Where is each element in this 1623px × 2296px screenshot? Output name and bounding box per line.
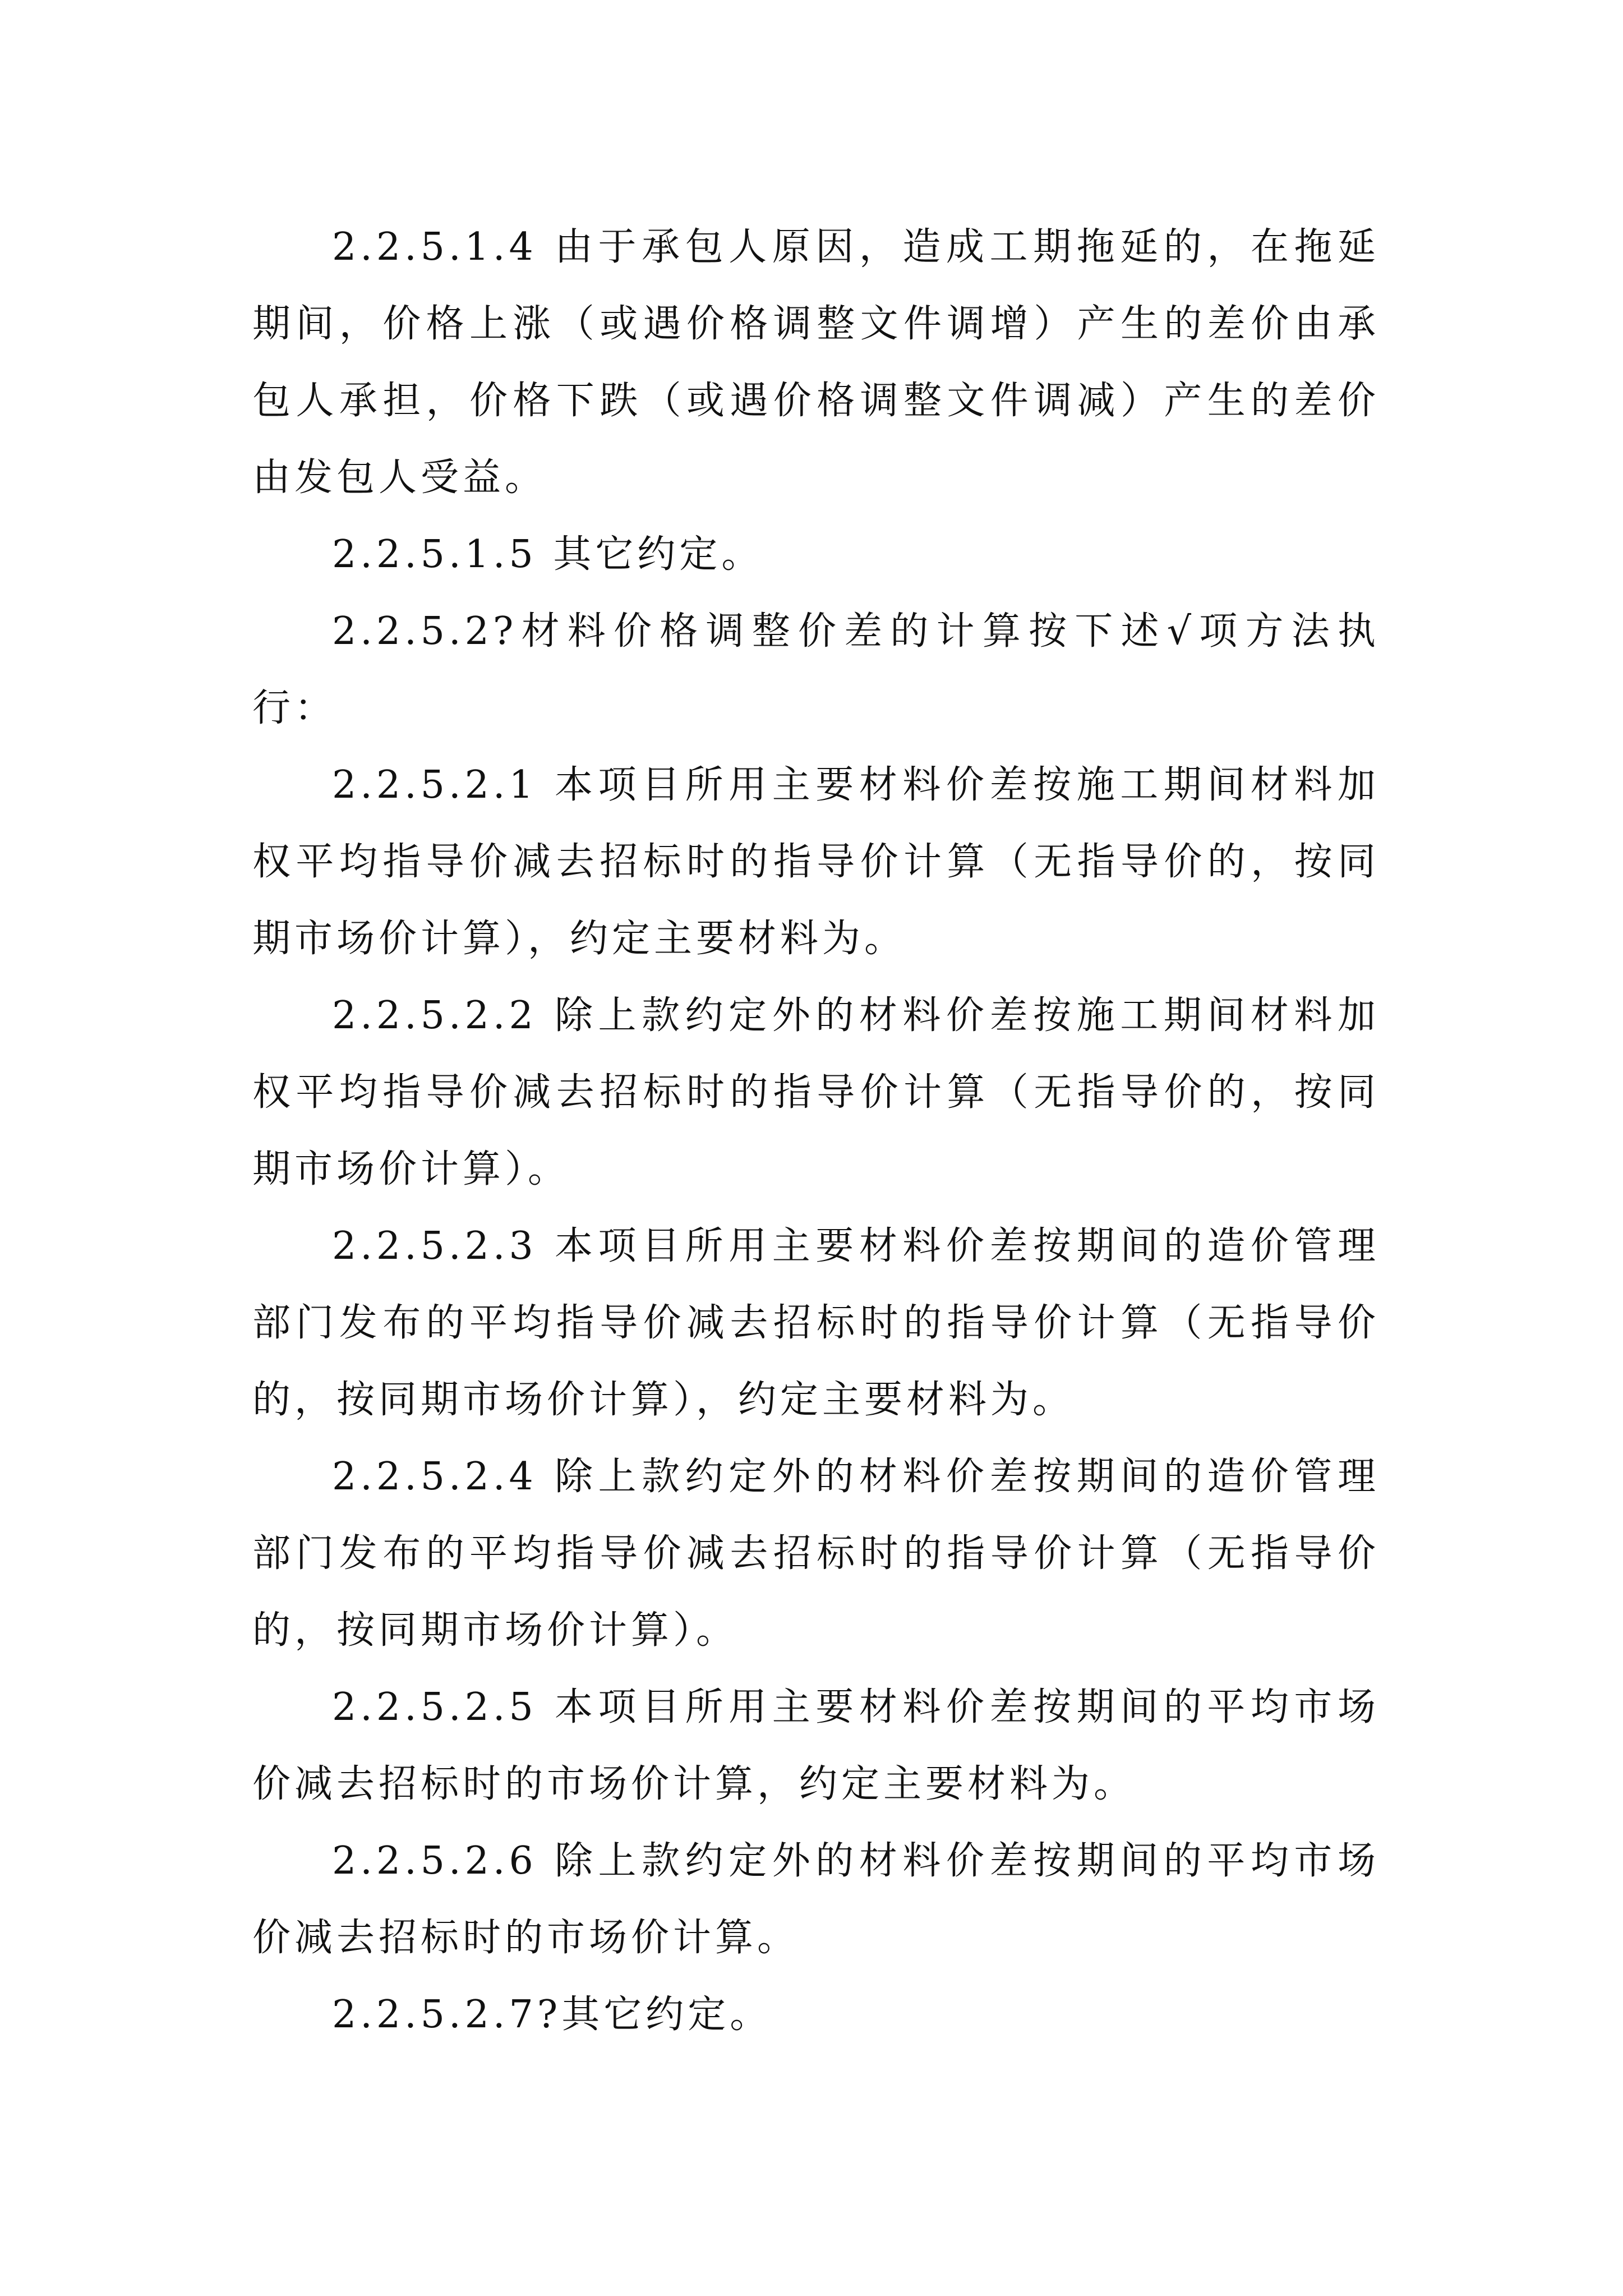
clause-2-2-5-2-4: 2.2.5.2.4 除上款约定外的材料价差按期间的造价管理部门发布的平均指导价减去招标时的指导价计算（无指导价的，按同期市场价计算）。	[252, 1455, 1380, 1653]
clause-2-2-5-2-7: 2.2.5.2.7?其它约定。	[332, 1993, 772, 2037]
clause-2-2-5-2-1: 2.2.5.2.1 本项目所用主要材料价差按施工期间材料加权平均指导价减去招标时的指导价计算（无指导价的，按同期市场价计算），约定主要材料为。	[252, 763, 1380, 961]
document-body	[252, 209, 1380, 2053]
clause-2-2-5-2-3: 2.2.5.2.3 本项目所用主要材料价差按期间的造价管理部门发布的平均指导价减去招标时的指导价计算（无指导价的，按同期市场价计算），约定主要材料为。	[252, 1224, 1380, 1422]
clause-2-2-5-2-2: 2.2.5.2.2 除上款约定外的材料价差按施工期间材料加权平均指导价减去招标时的指导价计算（无指导价的，按同期市场价计算）。	[252, 993, 1380, 1191]
clause-2-2-5-1-4: 2.2.5.1.4 由于承包人原因，造成工期拖延的，在拖延期间，价格上涨（或遇价格调整文件调增）产生的差价由承包人承担，价格下跌（或遇价格调整文件调减）产生的差价由发包人受益。	[252, 225, 1380, 500]
clause-2-2-5-1-5: 2.2.5.1.5 其它约定。	[332, 532, 764, 577]
clause-2-2-5-2-5: 2.2.5.2.5 本项目所用主要材料价差按期间的平均市场价减去招标时的市场价计算，约定主要材料为。	[252, 1685, 1380, 1806]
clause-2-2-5-2-6: 2.2.5.2.6 除上款约定外的材料价差按期间的平均市场价减去招标时的市场价计算。	[252, 1839, 1380, 1960]
clause-2-2-5-2: 2.2.5.2?材料价格调整价差的计算按下述√项方法执行：	[252, 609, 1380, 730]
